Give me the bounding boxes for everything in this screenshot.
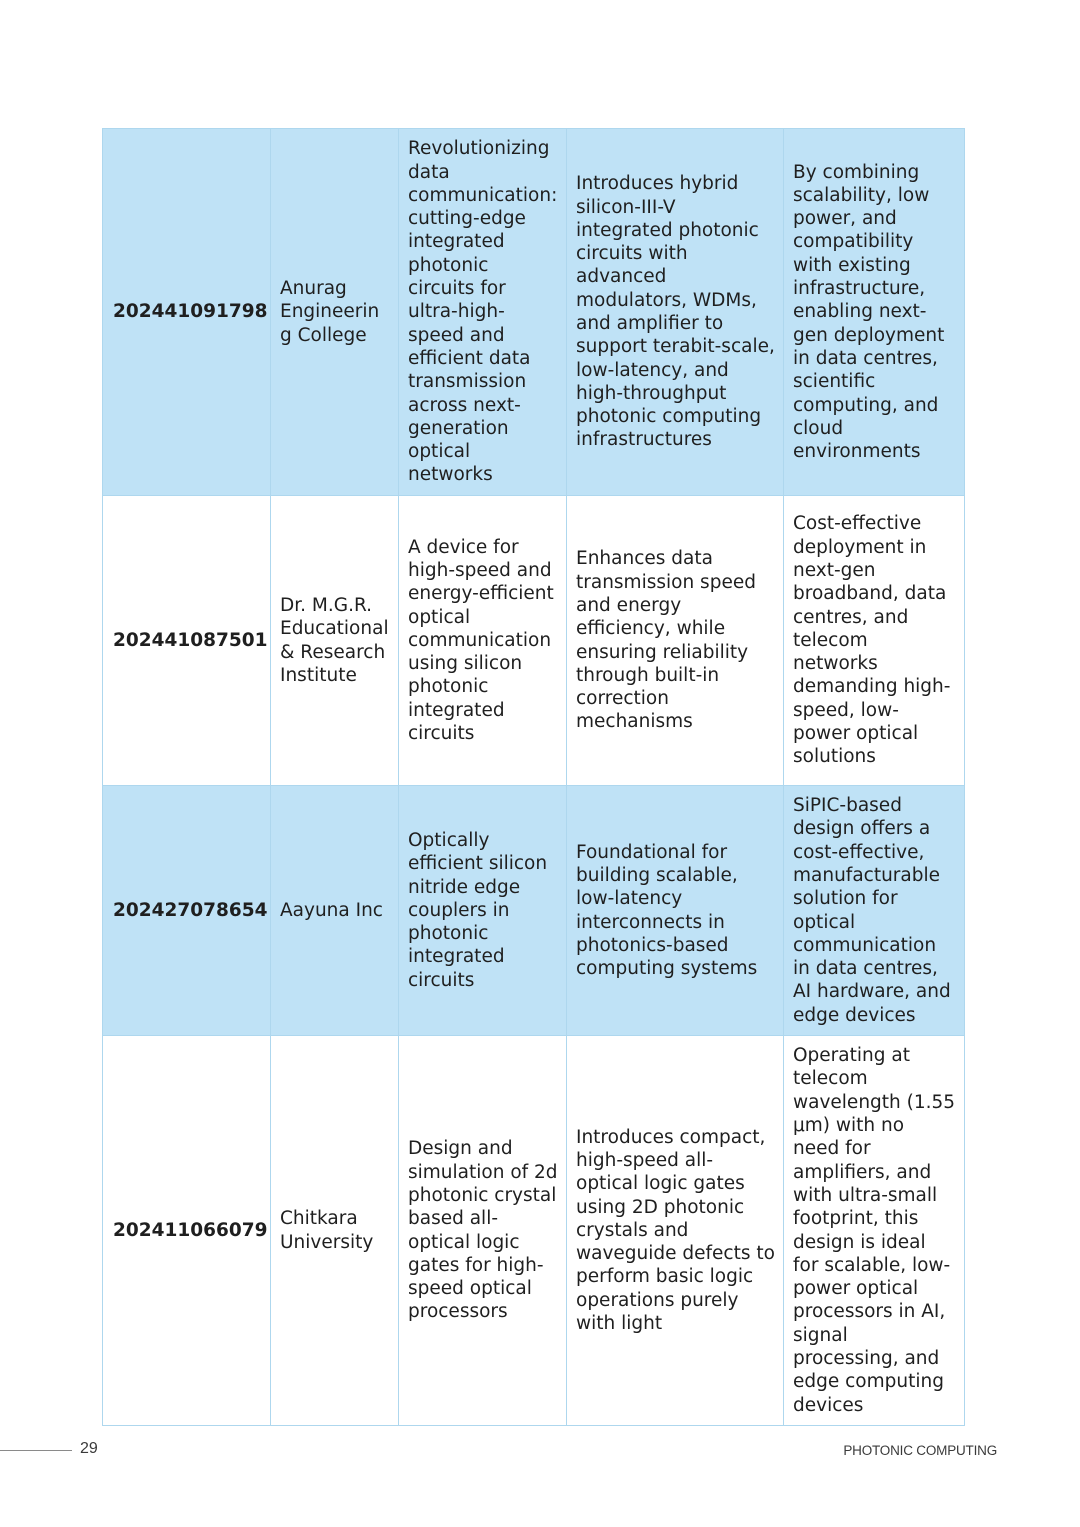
table-row: [103, 786, 965, 1036]
applicant-name: Chitkara University: [271, 1036, 399, 1426]
patent-title: A device for high-speed and energy-efficient optical communication using silicon photonic integrated circuits: [399, 496, 567, 786]
patent-impact: Cost-effective deployment in next-gen broadband, data centres, and telecom networks demanding high-speed, low-power optical solutions: [784, 496, 965, 786]
table-row: [103, 1036, 965, 1426]
page-number: 29: [80, 1440, 98, 1457]
patent-summary: Enhances data transmission speed and energy efficiency, while ensuring reliability through built-in correction mechanisms: [567, 496, 784, 786]
patent-title: Revolutionizing data communication: cutting-edge integrated photonic circuits for ultra-high-speed and efficient data transmission across next-generation optical networks: [399, 129, 567, 496]
patent-summary: Foundational for building scalable, low-latency interconnects in photonics-based computing systems: [567, 786, 784, 1036]
patent-summary: Introduces hybrid silicon-III-V integrated photonic circuits with advanced modulators, WDMs, and amplifier to support terabit-scale, low-latency, and high-throughput photonic computing infrastructures: [567, 129, 784, 496]
applicant-name: Aayuna Inc: [271, 786, 399, 1036]
patent-impact: By combining scalability, low power, and compatibility with existing infrastructure, enabling next-gen deployment in data centres, scientific computing, and cloud environments: [784, 129, 965, 496]
table-row: [103, 129, 965, 496]
patent-title: Design and simulation of 2d photonic crystal based all-optical logic gates for high-speed optical processors: [399, 1036, 567, 1426]
patent-table: [102, 128, 965, 1426]
table-row: [103, 496, 965, 786]
application-number: 202427078654: [103, 786, 271, 1036]
applicant-name: Dr. M.G.R. Educational & Research Institute: [271, 496, 399, 786]
patent-summary: Introduces compact, high-speed all-optical logic gates using 2D photonic crystals and waveguide defects to perform basic logic operations purely with light: [567, 1036, 784, 1426]
footer-divider: [0, 1450, 72, 1451]
application-number: 202441091798: [103, 129, 271, 496]
application-number: 202441087501: [103, 496, 271, 786]
section-label: PHOTONIC COMPUTING: [843, 1443, 997, 1458]
applicant-name: Anurag Engineering College: [271, 129, 399, 496]
patent-impact: SiPIC-based design offers a cost-effective, manufacturable solution for optical communication in data centres, AI hardware, and edge devices: [784, 786, 965, 1036]
patent-impact: Operating at telecom wavelength (1.55 μm) with no need for amplifiers, and with ultra-small footprint, this design is ideal for scalable, low-power optical processors in AI, signal processing, and edge computing devices: [784, 1036, 965, 1426]
application-number: 202411066079: [103, 1036, 271, 1426]
patent-title: Optically efficient silicon nitride edge couplers in photonic integrated circuits: [399, 786, 567, 1036]
